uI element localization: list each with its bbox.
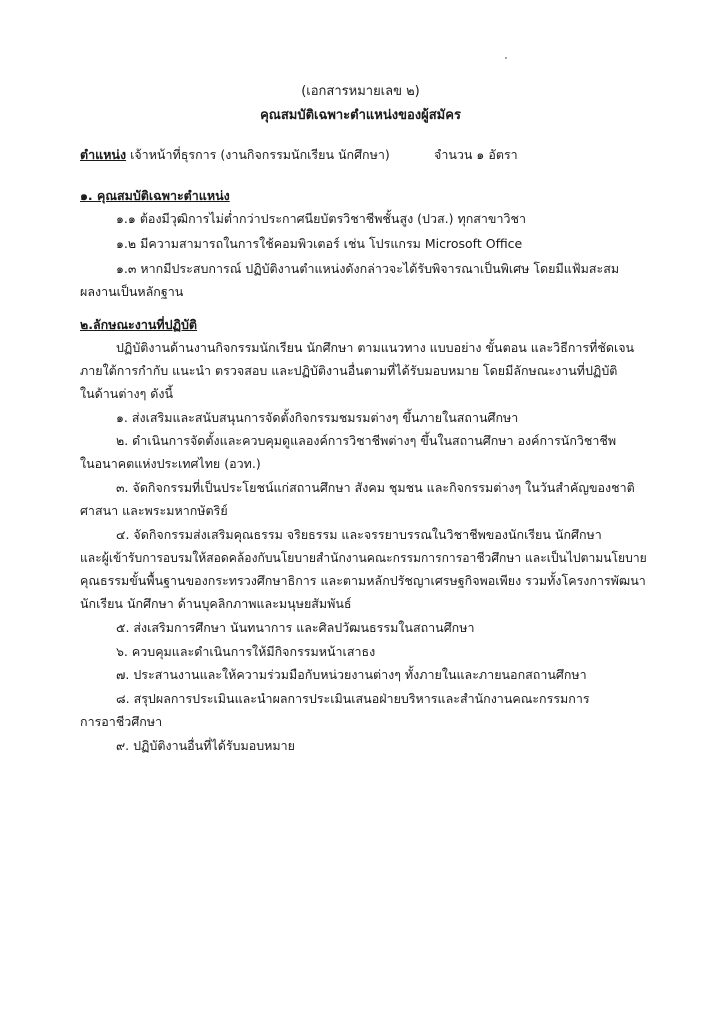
duty-3-cont: ศาสนา และพระมหากษัตริย์ <box>80 503 228 518</box>
section2-heading: ๒.ลักษณะงานที่ปฏิบัติ <box>80 317 198 332</box>
duty-1: ๑. ส่งเสริมและสนับสนุนการจัดตั้งกิจกรรมชมรมต่างๆ ขึ้นภายในสถานศึกษา <box>116 410 519 425</box>
duty-4-cont-2: คุณธรรมขั้นพื้นฐานของกระทรวงศึกษาธิการ และตามหลักปรัชญาเศรษฐกิจพอเพียง รวมทั้งโครงการพัฒนา <box>80 573 646 588</box>
duty-4-cont-3: นักเรียน นักศึกษา ด้านบุคลิกภาพและมนุษยสัมพันธ์ <box>80 596 352 611</box>
duty-8-cont: การอาชีวศึกษา <box>80 714 163 729</box>
document-number: (เอกสารหมายเลข ๒) <box>301 84 420 99</box>
duty-8: ๘. สรุปผลการประเมินและนำผลการประเมินเสนอฝ่ายบริหารและสำนักงานคณะกรรมการ <box>116 691 590 706</box>
section1-item-3-cont: ผลงานเป็นหลักฐาน <box>80 284 184 299</box>
section2-intro-1: ปฏิบัติงานด้านงานกิจกรรมนักเรียน นักศึกษา ตามแนวทาง แบบอย่าง ขั้นตอน และวิธีการที่ชัดเจน <box>116 340 635 355</box>
section1-item-2: ๑.๒ มีความสามารถในการใช้คอมพิวเตอร์ เช่น โปรแกรม Microsoft Office <box>116 236 523 251</box>
section1-item-3: ๑.๓ หากมีประสบการณ์ ปฏิบัติงานตำแหน่งดังกล่าวจะได้รับพิจารณาเป็นพิเศษ โดยมีแฟ้มสะสม <box>116 261 620 276</box>
duty-9: ๙. ปฏิบัติงานอื่นที่ได้รับมอบหมาย <box>116 738 295 753</box>
duty-5: ๕. ส่งเสริมการศึกษา นันทนาการ และศิลปวัฒนธรรมในสถานศึกษา <box>116 620 475 635</box>
duty-2: ๒. ดำเนินการจัดตั้งและควบคุมดูแลองค์การวิชาชีพต่างๆ ขึ้นในสถานศึกษา องค์การนักวิชาชีพ <box>116 433 617 448</box>
section2-intro-3: ในด้านต่างๆ ดังนี้ <box>80 386 174 401</box>
duty-4: ๔. จัดกิจกรรมส่งเสริมคุณธรรม จริยธรรม และจรรยาบรรณในวิชาชีพของนักเรียน นักศึกษา <box>116 527 602 542</box>
section1-item-1: ๑.๑ ต้องมีวุฒิการไม่ต่ำกว่าประกาศนียบัตรวิชาชีพชั้นสูง (ปวส.) ทุกสาขาวิชา <box>116 211 526 226</box>
duty-3: ๓. จัดกิจกรรมที่เป็นประโยชน์แก่สถานศึกษา สังคม ชุมชน และกิจกรรมต่างๆ ในวันสำคัญของชาติ <box>116 480 635 495</box>
section1-heading: ๑. คุณสมบัติเฉพาะตำแหน่ง <box>80 188 230 203</box>
position-name: เจ้าหน้าที่ธุรการ (งานกิจกรรมนักเรียน นักศึกษา) <box>130 147 390 162</box>
duty-6: ๖. ควบคุมและดำเนินการให้มีกิจกรรมหน้าเสาธง <box>116 644 376 659</box>
position-line <box>80 147 390 163</box>
scan-speck <box>505 57 507 59</box>
duty-4-cont-1: และผู้เข้ารับการอบรมให้สอดคล้องกับนโยบายสำนักงานคณะกรรมการการอาชีวศึกษา และเป็นไปตามนโยบาย <box>80 550 647 565</box>
duty-2-cont: ในอนาคตแห่งประเทศไทย (อวท.) <box>80 456 261 471</box>
document-title: คุณสมบัติเฉพาะตำแหน่งของผู้สมัคร <box>260 108 461 123</box>
position-label: ตำแหน่ง <box>80 147 127 162</box>
section2-intro-2: ภายใต้การกำกับ แนะนำ ตรวจสอบ และปฏิบัติงานอื่นตามที่ได้รับมอบหมาย โดยมีลักษณะงานที่ปฏิบัติ <box>80 363 618 378</box>
position-quota: จำนวน ๑ อัตรา <box>434 147 518 162</box>
duty-7: ๗. ประสานงานและให้ความร่วมมือกับหน่วยงานต่างๆ ทั้งภายในและภายนอกสถานศึกษา <box>116 667 587 682</box>
